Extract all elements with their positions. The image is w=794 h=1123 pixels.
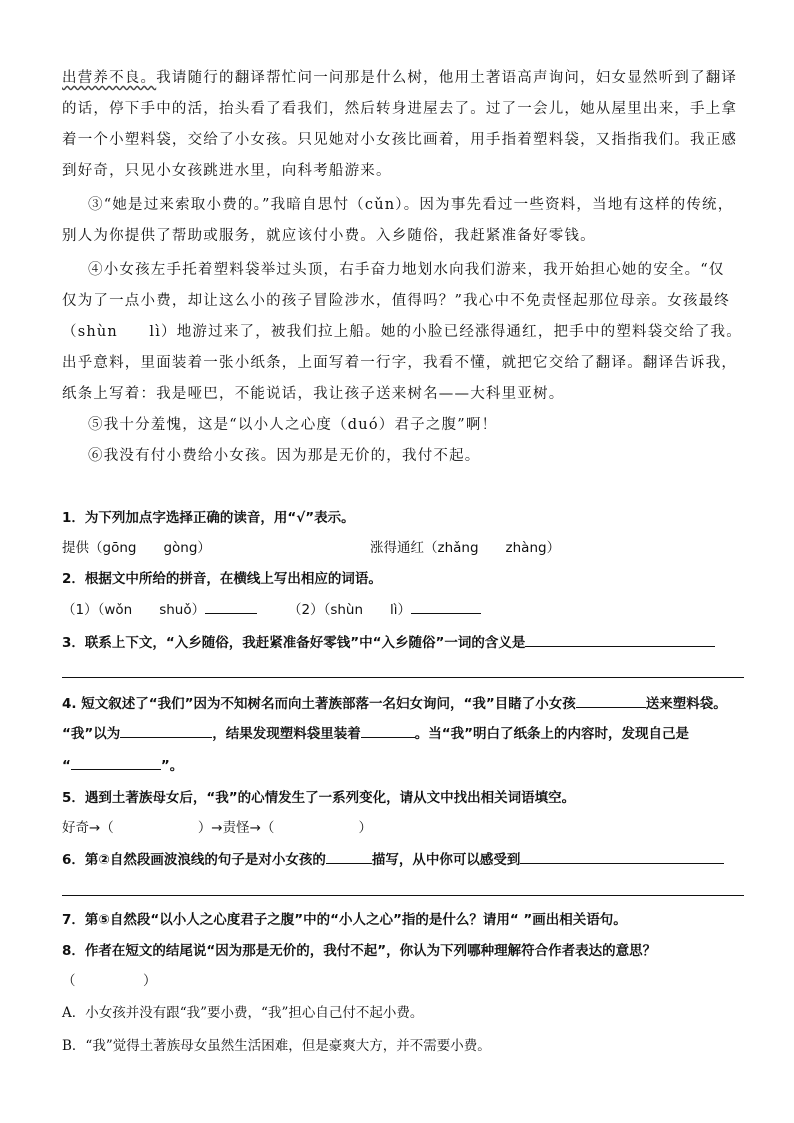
answer-blank[interactable] [361,723,415,738]
passage-line: 纸条上写着：我是哑巴，不能说话，我让孩子送来树名——大科里亚树。 [62,386,565,402]
passage-line: 出营养不良。我请随行的翻译帮忙问一问那是什么树，他用土著语高声询问，妇女显然听到了翻译 [62,70,738,86]
question-5-title: 5．遇到土著族母女后，“我”的心情发生了一系列变化，请从文中找出相关词语填空。 [62,790,576,806]
answer-line[interactable] [62,895,744,896]
question-8-title: 8．作者在短文的结尾说“因为那是无价的，我付不起”，你认为下列哪种理解符合作者表达的意思？ [62,943,657,959]
answer-line[interactable] [62,677,744,678]
passage-line: 到好奇，只见小女孩跳进水里，向科考船游来。 [62,163,392,179]
question-6-title: 6．第②自然段画波浪线的句子是对小女孩的 描写，从中你可以感受到 [62,849,724,870]
passage-line: 仅为了一点小费，却让这么小的孩子冒险涉水，值得吗？”我心中不免责怪起那位母亲。女孩最终 [62,293,731,309]
question-4-line-2: “我”以为 ，结果发现塑料袋里装着 。当“我”明白了纸条上的内容时，发现自己是 [62,723,689,744]
q8-option-a[interactable]: A．小女孩并没有跟“我”要小费，“我”担心自己付不起小费。 [62,1005,424,1021]
q2-item-b: （2）（shùn lì） [288,599,481,620]
q2-item-a: （1）（wǒn shuǒ） [62,599,257,620]
q8-answer-paren[interactable]: （ ） [62,973,157,989]
paragraph-4: ④小女孩左手托着塑料袋举过头顶，右手奋力地划水向我们游来，我开始担心她的安全。“仅 [88,262,725,278]
paragraph-5: ⑤我十分羞愧，这是“以小人之心度（duó）君子之腹”啊！ [88,417,498,433]
passage-line: （shùn lì）地游过来了，被我们拉上船。她的小脸已经涨得通红，把手中的塑料袋交给了我。 [62,324,742,340]
answer-blank[interactable] [120,723,212,738]
passage-line: 的话，停下手中的活，抬头看了看我们，然后转身进屋去了。过了一会儿，她从屋里出来，手上拿 [62,101,738,117]
answer-blank[interactable] [411,599,481,614]
question-2-title: 2．根据文中所给的拼音，在横线上写出相应的词语。 [62,571,382,587]
question-4-line-3: “ ”。 [62,755,183,776]
answer-blank[interactable] [326,849,372,864]
passage-line: 出乎意料，里面装着一张小纸条，上面写着一行字，我看不懂，就把它交给了翻译。翻译告诉我， [62,355,738,371]
q1-item-a[interactable]: 提供（gōng gòng） [62,540,211,556]
passage-line: 着一个小塑料袋，交给了小女孩。只见她对小女孩比画着，用手指着塑料袋，又指指我们。我正感 [62,132,738,148]
q1-item-b[interactable]: 涨得通红（zhǎng zhàng） [370,540,561,556]
paragraph-3: ③“她是过来索取小费的。”我暗自思忖（cǔn）。因为事先看过一些资料，当地有这样的传统， [88,197,734,213]
question-1-title: 1．为下列加点字选择正确的读音，用“√”表示。 [62,510,355,526]
pinyin-prompt: （shùn lì） [62,324,177,340]
answer-blank[interactable] [71,755,161,770]
answer-blank[interactable] [525,632,715,647]
wavy-underlined-text: 出营养不良。 [62,70,157,86]
passage-line: 别人为你提供了帮助或服务，就应该付小费。入乡随俗，我赶紧准备好零钱。 [62,228,596,244]
paragraph-6: ⑥我没有付小费给小女孩。因为那是无价的，我付不起。 [88,448,481,464]
question-7-title: 7．第⑤自然段“以小人之心度君子之腹”中的“小人之心”指的是什么？请用“ ”画出相关语句。 [62,912,627,928]
question-4-line-1: 4. 短文叙述了“我们”因为不知树名而向土著族部落一名妇女询问，“我”目睹了小女孩 送来塑料袋。 [62,693,727,714]
answer-blank[interactable] [520,849,724,864]
answer-blank[interactable] [205,599,257,614]
answer-blank[interactable] [576,693,646,708]
question-3-title: 3．联系上下文，“入乡随俗，我赶紧准备好零钱”中“入乡随俗”一词的含义是 [62,632,715,653]
q5-answer-row: 好奇→（ ）→责怪→（ ） [62,820,372,836]
q8-option-b[interactable]: B．“我”觉得土著族母女虽然生活困难，但是豪爽大方，并不需要小费。 [62,1038,491,1054]
